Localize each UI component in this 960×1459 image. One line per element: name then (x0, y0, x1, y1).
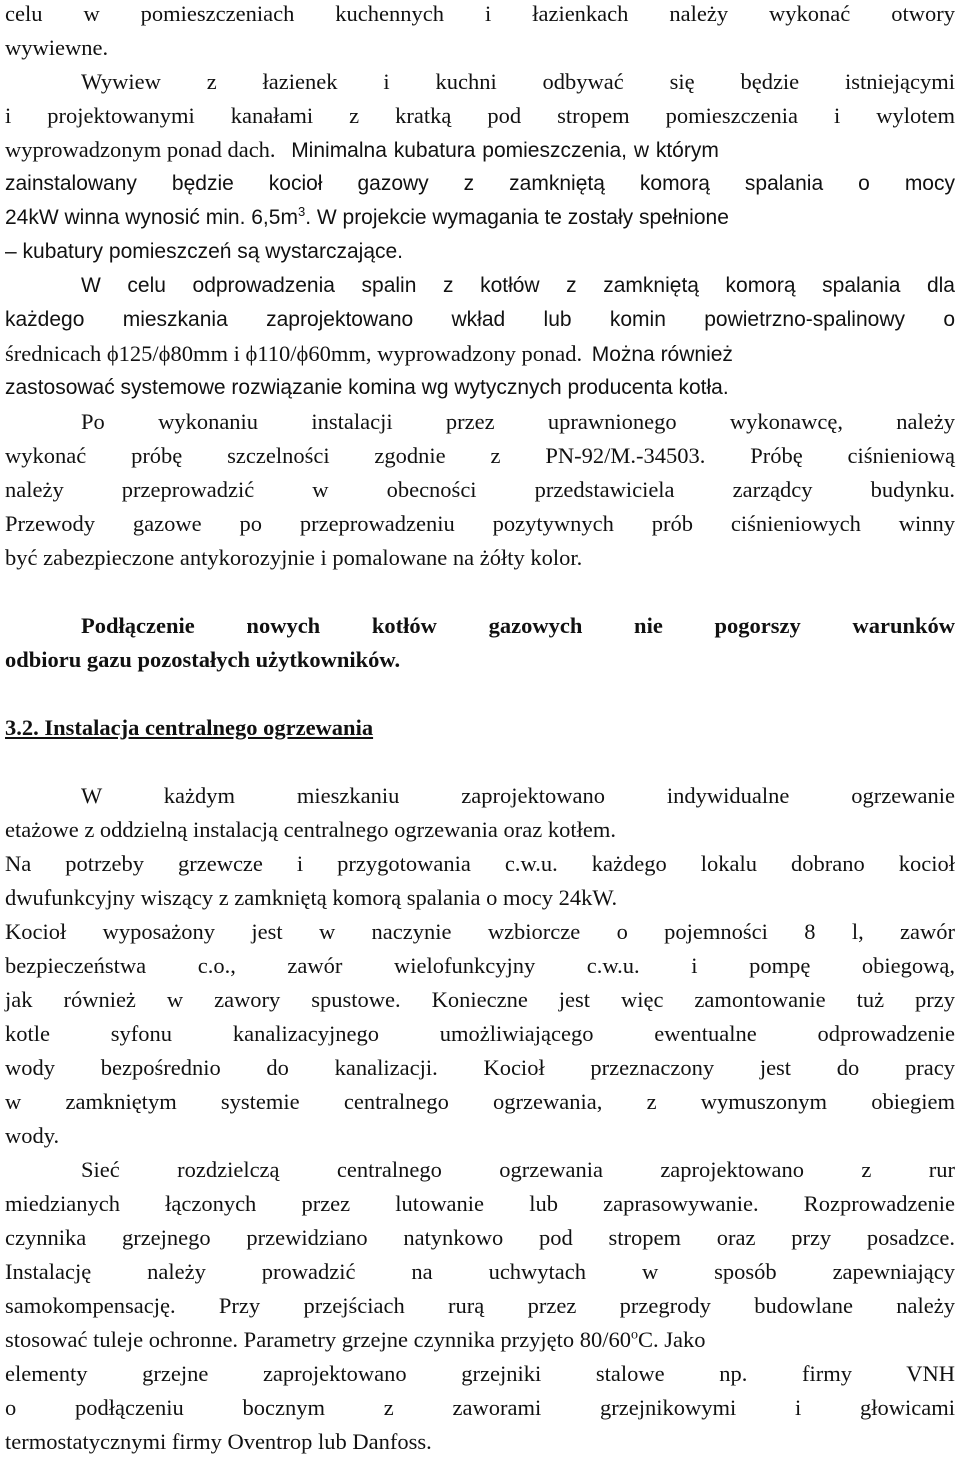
text-line: W celu odprowadzenia spalin z kotłów z zamkniętą komorą spalania dla (81, 274, 955, 297)
text-line: Po wykonaniu instalacji przez uprawnionego wykonawcę, należy (81, 409, 955, 434)
text-line: Na potrzeby grzewcze i przygotowania c.w.u. każdego lokalu dobrano kocioł (5, 851, 955, 876)
text-line: samokompensację. Przy przejściach rurą przez przegrody budowlane należy (5, 1293, 955, 1318)
text-line: termostatycznymi firmy Oventrop lub Danfoss. (5, 1429, 432, 1454)
text-line: Kocioł wyposażony jest w naczynie wzbiorcze o pojemności 8 l, zawór (5, 919, 955, 944)
text-line (5, 133, 955, 167)
text-line: Sieć rozdzielczą centralnego ogrzewania zaprojektowano z rur (81, 1157, 955, 1182)
text-line: etażowe z oddzielną instalacją centralnego ogrzewania oraz kotłem. (5, 817, 616, 842)
text-line: dwufunkcyjny wiszący z zamkniętą komorą spalania o mocy 24kW. (5, 885, 618, 910)
text-line: jak również w zawory spustowe. Konieczne jest więc zamontowanie tuż przy (5, 987, 955, 1012)
text-line: Instalację należy prowadzić na uchwytach w sposób zapewniający (5, 1259, 955, 1284)
bold-statement-line: Podłączenie nowych kotłów gazowych nie pogorszy warunków (81, 613, 955, 638)
text-line: wody. (5, 1123, 60, 1148)
text-line (5, 201, 955, 235)
text-line: – kubatury pomieszczeń są wystarczające. (5, 240, 404, 263)
text-span: Można również (591, 343, 733, 366)
text-line: Przewody gazowe po przeprowadzeniu pozytywnych prób ciśnieniowych winny (5, 511, 955, 536)
text-line: w zamkniętym systemie centralnego ogrzewania, z wymuszonym obiegiem (5, 1089, 955, 1114)
text-span: średnicach ϕ125/ϕ80mm i ϕ110/ϕ60mm, wyprowadzony ponad. (5, 341, 583, 366)
text-line: być zabezpieczone antykorozyjnie i pomalowane na żółty kolor. (5, 545, 583, 570)
text-line: Wywiew z łazienek i kuchni odbywać się będzie istniejącymi (81, 69, 955, 94)
text-line: wody bezpośrednio do kanalizacji. Kocioł przeznaczony jest do pracy (5, 1055, 955, 1080)
text-line: wywiewne. (5, 35, 109, 60)
text-line: każdego mieszkania zaprojektowano wkład lub komin powietrzno-spalinowy o (5, 308, 955, 331)
text-line: miedzianych łączonych przez lutowanie lub zaprasowywanie. Rozprowadzenie (5, 1191, 955, 1216)
text-line: wykonać próbę szczelności zgodnie z PN-92/M.-34503. Próbę ciśnieniową (5, 443, 955, 468)
text-line: kotle syfonu kanalizacyjnego umożliwiającego ewentualne odprowadzenie (5, 1021, 955, 1046)
superscript: o (631, 1327, 638, 1343)
text-line: należy przeprowadzić w obecności przedstawiciela zarządcy budynku. (5, 477, 955, 502)
document-page (5, 0, 955, 1452)
text-line: o podłączeniu bocznym z zaworami grzejnikowymi i głowicami (5, 1395, 955, 1420)
text-line (5, 1323, 955, 1357)
section-heading: 3.2. Instalacja centralnego ogrzewania (5, 715, 374, 740)
text-span: 24kW winna wynosić min. 6,5m (5, 206, 298, 229)
text-span: . W projekcie wymagania te zostały spełnione (305, 206, 729, 229)
text-line: bezpieczeństwa c.o., zawór wielofunkcyjny c.w.u. i pompę obiegową, (5, 953, 955, 978)
text-span: stosować tuleje ochronne. Parametry grzejne czynnika przyjęto 80/60 (5, 1327, 632, 1352)
text-span: C. Jako (638, 1327, 706, 1352)
text-line: zainstalowany będzie kocioł gazowy z zamkniętą komorą spalania o mocy (5, 172, 955, 195)
text-span: wyprowadzonym ponad dach. (5, 137, 276, 162)
text-span: Minimalna kubatura pomieszczenia, w którym (291, 139, 719, 162)
text-line: elementy grzejne zaprojektowano grzejniki stalowe np. firmy VNH (5, 1361, 955, 1386)
superscript: 3 (297, 204, 306, 219)
text-line (5, 337, 955, 371)
text-line: i projektowanymi kanałami z kratką pod stropem pomieszczenia i wylotem (5, 103, 955, 128)
bold-statement-line: odbioru gazu pozostałych użytkowników. (5, 647, 401, 672)
text-line: zastosować systemowe rozwiązanie komina wg wytycznych producenta kotła. (5, 376, 729, 399)
text-line: czynnika grzejnego przewidziano natynkowo pod stropem oraz przy posadzce. (5, 1225, 955, 1250)
text-line: W każdym mieszkaniu zaprojektowano indywidualne ogrzewanie (81, 783, 955, 808)
text-line: celu w pomieszczeniach kuchennych i łazienkach należy wykonać otwory (5, 1, 955, 26)
